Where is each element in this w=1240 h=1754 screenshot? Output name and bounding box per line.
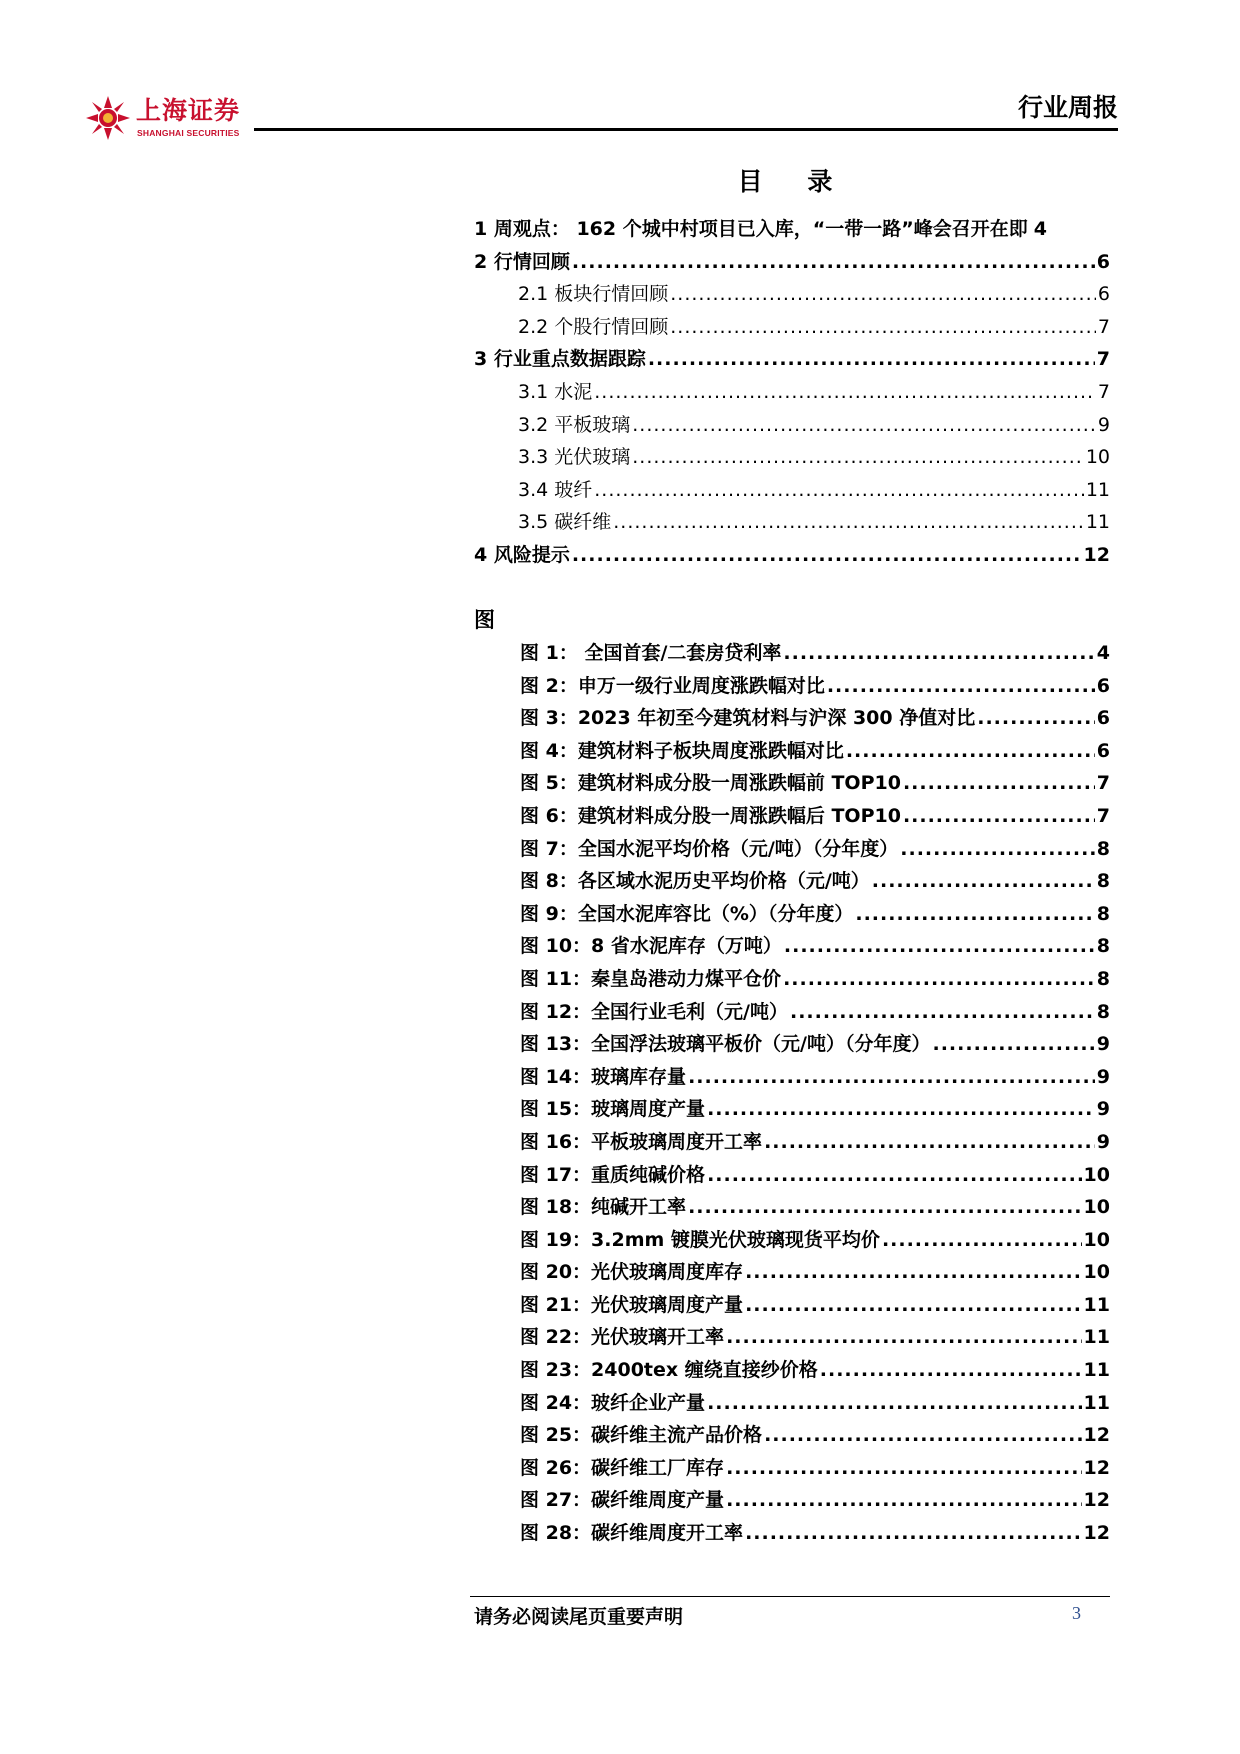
toc-entry-text: 图 3：2023 年初至今建筑材料与沪深 300 净值对比 [520,707,976,730]
toc-entry-text: 图 9：全国水泥库容比（%）（分年度） [520,902,854,925]
toc-entry-text: 3.3 光伏玻璃 [518,446,631,469]
figure-entry[interactable] [520,1388,1110,1421]
toc-entry-page: 10 [1083,1261,1110,1284]
toc-entry-page: 9 [1096,1130,1110,1153]
toc-entry-page: 11 [1083,1359,1110,1382]
figure-entry[interactable] [520,1290,1110,1323]
figure-entry[interactable] [520,801,1110,834]
logo-english-name: SHANGHAI SECURITIES [137,128,240,138]
toc-entry-page: 11 [1085,511,1110,534]
figure-entry[interactable] [520,1192,1110,1225]
toc-entry-text: 2 行情回顾 [474,250,570,273]
toc-entry[interactable] [474,279,1110,312]
figure-entry[interactable] [520,736,1110,769]
dot-leader [903,772,1095,794]
toc-entry-page: 7 [1097,380,1110,403]
dot-leader [977,707,1095,729]
page-number: 3 [1072,1603,1081,1623]
toc-entry-text: 图 10：8 省水泥库存（万吨） [520,935,782,958]
figure-entry[interactable] [520,703,1110,736]
toc-entry-text: 图 6：建筑材料成分股一周涨跌幅后 TOP10 [520,804,901,827]
toc-entry-page: 8 [1096,837,1110,860]
dot-leader [594,479,1084,501]
figure-entry[interactable] [520,997,1110,1030]
figure-entry[interactable] [520,1453,1110,1486]
toc-entry-page: 6 [1096,707,1110,730]
dot-leader [745,1522,1081,1544]
toc-entry-page: 4 [1033,218,1047,240]
toc-entry-page: 7 [1096,348,1110,371]
dot-leader [783,642,1094,664]
dot-leader [726,1489,1081,1511]
toc-entry-page: 8 [1096,967,1110,990]
dot-leader [613,511,1084,533]
toc-entry-page: 6 [1096,674,1110,697]
toc-entry-page: 7 [1097,315,1110,338]
toc-entry-text: 2.2 个股行情回顾 [518,315,669,338]
toc-entry-page: 7 [1096,772,1110,795]
toc-entry-page: 12 [1083,1489,1110,1512]
figure-entry[interactable] [520,768,1110,801]
figure-entry[interactable] [520,1062,1110,1095]
toc-entry-text: 3.1 水泥 [518,380,593,403]
dot-leader [745,1294,1081,1316]
figure-entry[interactable] [520,834,1110,867]
dot-leader [726,1457,1081,1479]
figure-entry[interactable] [520,1485,1110,1518]
company-logo [86,96,246,144]
toc-entry-text: 图 5：建筑材料成分股一周涨跌幅前 TOP10 [520,772,901,795]
figure-entry[interactable] [520,1029,1110,1062]
toc-list [474,214,1110,573]
dot-leader [632,446,1084,468]
dot-leader [670,283,1096,305]
toc-entry-text: 图 27：碳纤维周度产量 [520,1489,725,1512]
toc-entry-text: 1 周观点： 162 个城中村项目已入库，“一带一路”峰会召开在即 [474,218,1028,240]
toc-entry-page: 8 [1096,870,1110,893]
dot-leader [707,1392,1081,1414]
toc-entry-page: 12 [1083,1424,1110,1447]
figure-entry[interactable] [520,899,1110,932]
figure-entry[interactable] [520,1355,1110,1388]
toc-entry-text: 图 1： 全国首套/二套房贷利率 [520,642,782,664]
toc-entry-page: 10 [1083,1228,1110,1251]
footer-divider [470,1596,1110,1597]
toc-entry-page: 6 [1096,739,1110,762]
toc-entry[interactable] [474,507,1110,540]
toc-entry[interactable] [474,247,1110,280]
dot-leader [707,1098,1095,1120]
figure-entry[interactable] [520,1322,1110,1355]
toc-entry-page: 11 [1083,1326,1110,1349]
toc-entry-page: 6 [1097,283,1110,306]
toc-entry[interactable] [474,442,1110,475]
toc-entry-text: 图 15：玻璃周度产量 [520,1098,706,1121]
dot-leader [632,414,1096,436]
report-type-label: 行业周报 [1017,93,1118,122]
header-divider [254,128,1118,131]
figure-entry[interactable] [520,1225,1110,1258]
toc-entry-text: 图 2：申万一级行业周度涨跌幅对比 [520,674,825,697]
dot-leader [820,1359,1082,1381]
figure-entry[interactable] [520,638,1110,671]
toc-entry-text: 图 19：3.2mm 镀膜光伏玻璃现货平均价 [520,1228,880,1251]
toc-entry-text: 图 24：玻纤企业产量 [520,1391,706,1414]
toc-entry-text: 图 18：纯碱开工率 [520,1196,687,1219]
toc-entry-page: 12 [1083,1522,1110,1545]
toc-entry-page: 9 [1096,1033,1110,1056]
dot-leader [846,740,1095,762]
figure-entry[interactable] [520,1518,1110,1551]
toc-entry[interactable] [474,214,1110,247]
disclaimer-note: 请务必阅读尾页重要声明 [474,1606,684,1628]
dot-leader [594,381,1096,403]
toc-entry-text: 图 8：各区域水泥历史平均价格（元/吨） [520,870,870,893]
toc-entry-page: 11 [1083,1293,1110,1316]
dot-leader [783,968,1095,990]
figure-entry[interactable] [520,1420,1110,1453]
toc-entry-page: 8 [1096,1000,1110,1023]
toc-entry-text: 图 26：碳纤维工厂库存 [520,1456,725,1479]
toc-entry[interactable] [474,410,1110,443]
toc-entry-text: 3.2 平板玻璃 [518,413,631,436]
figure-entry[interactable] [520,931,1110,964]
toc-entry[interactable] [474,540,1110,573]
dot-leader [572,251,1095,273]
logo-chinese-name: 上海证券 [136,96,241,125]
toc-entry[interactable] [474,344,1110,377]
dot-leader [670,316,1096,338]
dot-leader [900,838,1094,860]
figure-entry[interactable] [520,964,1110,997]
toc-title: 目 录 [737,167,851,196]
toc-entry-text: 4 风险提示 [474,543,570,566]
figure-entry[interactable] [520,671,1110,704]
figure-list-heading: 图 [474,608,495,632]
toc-entry-text: 3 行业重点数据跟踪 [474,348,646,371]
figure-entry[interactable] [520,866,1110,899]
toc-entry-page: 4 [1096,642,1110,664]
toc-entry-page: 8 [1096,935,1110,958]
toc-entry-text: 图 28：碳纤维周度开工率 [520,1522,744,1545]
toc-entry-page: 12 [1083,543,1110,566]
dot-leader [872,870,1095,892]
toc-entry-text: 图 21：光伏玻璃周度产量 [520,1293,744,1316]
figure-list [520,638,1110,1551]
toc-entry-text: 图 22：光伏玻璃开工率 [520,1326,725,1349]
sunburst-logo-icon [86,96,130,140]
toc-entry-text: 图 17：重质纯碱价格 [520,1163,706,1186]
toc-entry[interactable] [474,312,1110,345]
figure-entry[interactable] [520,1257,1110,1290]
dot-leader [790,1001,1095,1023]
dot-leader [903,805,1095,827]
toc-entry-page: 12 [1083,1456,1110,1479]
dot-leader [688,1196,1081,1218]
toc-entry-page: 9 [1097,413,1110,436]
dot-leader [933,1033,1095,1055]
toc-entry-page: 9 [1096,1065,1110,1088]
dot-leader [648,348,1095,370]
toc-entry-text: 图 23：2400tex 缠绕直接纱价格 [520,1359,818,1382]
dot-leader [726,1326,1081,1348]
toc-entry-text: 图 11：秦皇岛港动力煤平仓价 [520,967,782,990]
toc-entry-text: 3.5 碳纤维 [518,511,612,534]
dot-leader [707,1164,1081,1186]
toc-entry-text: 图 4：建筑材料子板块周度涨跌幅对比 [520,739,844,762]
toc-entry-text: 图 25：碳纤维主流产品价格 [520,1424,763,1447]
dot-leader [764,1424,1081,1446]
dot-leader [855,903,1094,925]
toc-entry-page: 10 [1083,1163,1110,1186]
dot-leader [572,544,1082,566]
toc-entry-page: 11 [1085,478,1110,501]
dot-leader [688,1066,1095,1088]
toc-entry-page: 6 [1096,250,1110,273]
figure-entry[interactable] [520,1094,1110,1127]
toc-entry[interactable] [474,377,1110,410]
toc-entry-page: 11 [1083,1391,1110,1414]
toc-entry-text: 图 7：全国水泥平均价格（元/吨）（分年度） [520,837,899,860]
figure-entry[interactable] [520,1127,1110,1160]
toc-entry-page: 8 [1096,902,1110,925]
toc-entry-text: 图 13：全国浮法玻璃平板价（元/吨）（分年度） [520,1033,931,1056]
toc-entry-text: 2.1 板块行情回顾 [518,283,669,306]
dot-leader [764,1131,1095,1153]
toc-entry-text: 图 20：光伏玻璃周度库存 [520,1261,744,1284]
toc-entry-text: 图 14：玻璃库存量 [520,1065,687,1088]
dot-leader [882,1229,1082,1251]
toc-entry-text: 图 16：平板玻璃周度开工率 [520,1130,763,1153]
toc-entry[interactable] [474,475,1110,508]
toc-entry-page: 10 [1083,1196,1110,1219]
toc-entry-text: 3.4 玻纤 [518,478,593,501]
toc-entry-text: 图 12：全国行业毛利（元/吨） [520,1000,788,1023]
toc-entry-page: 9 [1096,1098,1110,1121]
dot-leader [745,1261,1081,1283]
dot-leader [827,675,1095,697]
dot-leader [784,935,1095,957]
toc-entry-page: 10 [1085,446,1110,469]
figure-entry[interactable] [520,1160,1110,1193]
toc-entry-page: 7 [1096,804,1110,827]
